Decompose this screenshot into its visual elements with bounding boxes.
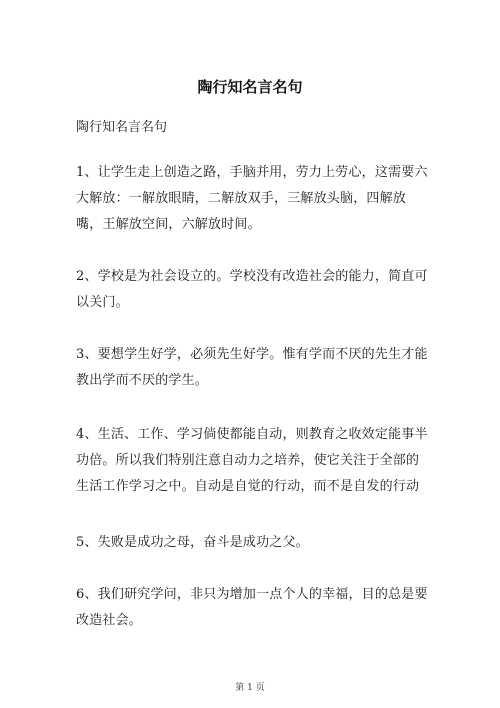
quote-paragraph-6: 6、我们研究学问，非只为增加一点个人的幸福，目的总是要改造社会。 — [76, 587, 428, 628]
quote-paragraph-4: 4、生活、工作、学习倘使都能自动，则教育之收效定能事半功倍。所以我们特别注意自动力之培养，使它关注于全部的生活工作学习之中。自动是自觉的行动，而不是自发的行动 — [76, 427, 428, 494]
page-number: 第 1 页 — [235, 683, 265, 693]
document-title: 陶行知名言名句 — [197, 78, 303, 96]
quote-paragraph-3: 3、要想学生好学，必须先生好学。惟有学而不厌的先生才能教出学而不厌的学生。 — [76, 347, 428, 388]
document-subtitle: 陶行知名言名句 — [76, 120, 168, 135]
quote-paragraph-2: 2、学校是为社会设立的。学校没有改造社会的能力，简直可以关门。 — [76, 269, 428, 310]
quote-paragraph-1: 1、让学生走上创造之路，手脑并用，劳力上劳心，这需要六大解放：一解放眼睛，二解放双手，三解放头脑，四解放嘴，王解放空间，六解放时间。 — [76, 165, 428, 232]
quote-paragraph-5: 5、失败是成功之母，奋斗是成功之父。 — [76, 535, 309, 550]
